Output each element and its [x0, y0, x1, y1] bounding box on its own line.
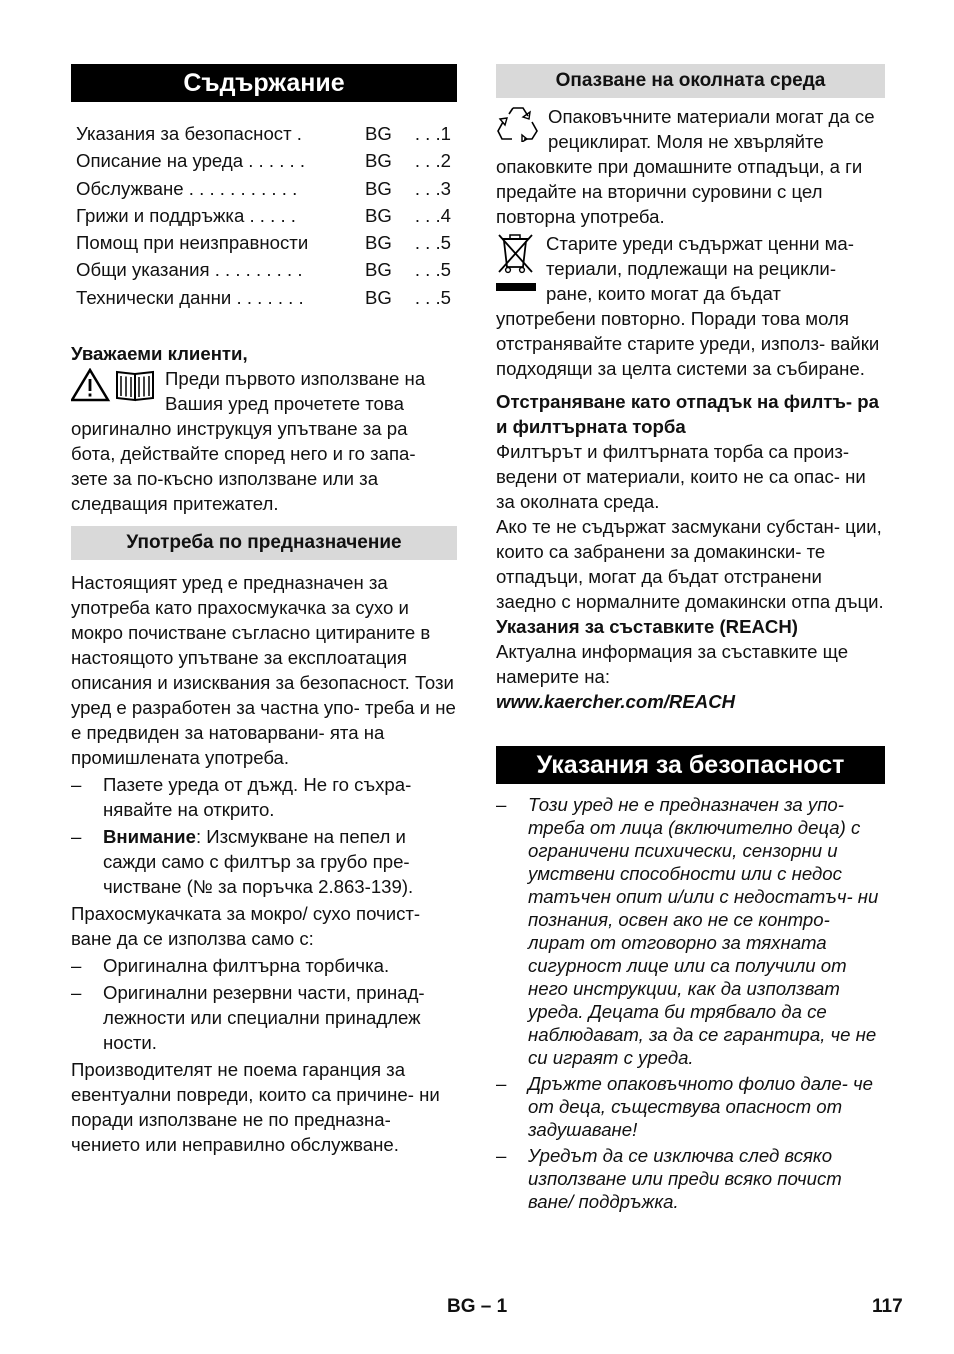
toc-item-title: Помощ при неизправности — [76, 232, 309, 254]
greeting-text: Преди първото използване на Вашия уред прочетете това оригинално инструкцуя упътване за ра бота, действайте според него и го запа- зете за по-късно използване или за следващия притежател. — [71, 368, 426, 515]
weee-crossed-bin-icon — [496, 231, 538, 300]
intended-use-para2: Прахосмукачката за мокро/ сухо почист- ване да се използва само с: — [71, 903, 421, 950]
safety-list — [496, 793, 885, 1213]
list-item: – Оригинална филтърна торбичка. — [71, 953, 457, 978]
list-item: – Уредът да се изключва след всяко използване или преди всяко почист ване/ поддръжка. — [496, 1144, 885, 1213]
intended-use-list2 — [71, 953, 457, 1055]
weee-block — [496, 231, 885, 381]
toc-item-title: Описание на уреда . . . . . . — [76, 150, 306, 172]
reach-text: Актуална информация за съставките ще намерите на: — [496, 641, 849, 687]
recycle-block — [496, 104, 885, 229]
toc-item-page: . . .5 — [414, 232, 451, 254]
toc-item-page: . . .2 — [414, 150, 451, 172]
toc-item-lang: BG — [365, 150, 392, 172]
greeting-heading: Уважаеми клиенти, — [71, 343, 248, 365]
table-of-contents — [76, 120, 457, 311]
filter-para2: Ако те не съдържат засмукани субстан- ции, които са забранени за домакински- те отпадъци, могат да бъдат отстранени заедно с нормалните домакински отпа дъци. — [496, 516, 884, 612]
toc-item-title: Указания за безопасност . — [76, 123, 302, 144]
toc-item-lang: BG — [365, 123, 392, 144]
weee-text: Старите уреди съдържат ценни ма- териали, подлежащи на рецикли- ране, които могат да бъдат употребени повторно. Поради това моля отстранявайте старите уреди, използ- вайки подходящи за целта системи за събиране. — [496, 233, 880, 379]
intended-use-title: Употреба по предназначение — [71, 526, 457, 560]
toc-item-page: . . .5 — [414, 259, 451, 281]
toc-row[interactable] — [76, 256, 457, 283]
toc-item-title: Обслужване . . . . . . . . . . . — [76, 177, 298, 199]
reach-link[interactable]: www.kaercher.com/REACH — [496, 691, 736, 712]
toc-item-title: Общи указания . . . . . . . . . — [76, 259, 303, 281]
list-item-text: : Изсмукване на пепел и сажди само с филтър за грубо пре- чистване (№ за поръчка 2.863-139). — [103, 826, 414, 898]
environment-title: Опазване на околната среда — [496, 64, 885, 98]
toc-row[interactable] — [76, 120, 457, 147]
list-item: – Дръжте опаковъчното фолио дале- че от деца, съществува опасност от задушаване! — [496, 1072, 885, 1141]
intended-use-para1: Настоящият уред е предназначен за употреба като прахосмукачка за сухо и мокро почистване съгласно цитираните в настоящото упътване за експлоатация описания и изисквания за безопасност. Този уред е разработен за частна упо- треба и не е предвиден за натоварвани- ята на промишлената употреба. — [71, 572, 456, 769]
toc-item-page: . . .4 — [414, 204, 451, 226]
toc-item-lang: BG — [365, 232, 392, 254]
toc-item-page: . . .1 — [414, 123, 451, 144]
left-column — [71, 64, 457, 1157]
toc-item-lang: BG — [365, 259, 392, 281]
list-item: – Този уред не е предназначен за упо- треба от лица (включително деца) с ограничени психически, сензорни и умствени способности или с недос татъчен опит и/или с недостатъч- ни познания, освен ако не се контро- лират от отговорно за тяхната сигурност лице или са получили от него инструкции, как да използват уреда. Децата би трябвало да се наблюдават, за да се гарантира, че не си играят с уреда. — [496, 793, 885, 1069]
toc-item-page: . . .3 — [414, 177, 451, 199]
filter-para1: Филтърът и филтърната торба са произ- ведени от материали, които не са опас- ни за околната среда. — [496, 441, 866, 512]
toc-item-lang: BG — [365, 204, 392, 226]
toc-item-lang: BG — [365, 286, 392, 308]
recycle-text: Опаковъчните материали могат да се рециклират. Моля не хвърляйте опаковките при домашните отпадъци, а ги предайте на вторични суровини с цел повторна употреба. — [496, 106, 875, 227]
intended-use-para3: Производителят не поема гаранция за евентуални повреди, които са причине- ни поради използване не по предназна- чението или неправилно обслужване. — [71, 1059, 440, 1156]
intended-use-list1 — [71, 772, 457, 899]
toc-item-page: . . .5 — [414, 286, 451, 308]
toc-row[interactable] — [76, 229, 457, 256]
list-item — [71, 824, 457, 899]
footer-page-number: 117 — [872, 1296, 903, 1317]
recycle-icon — [496, 104, 540, 147]
safety-title: Указания за безопасност — [496, 746, 885, 784]
footer-section-label: BG – 1 — [447, 1296, 508, 1317]
reach-heading: Указания за съставките (REACH) — [496, 616, 798, 637]
toc-row[interactable] — [76, 284, 457, 311]
toc-title: Съдържание — [71, 64, 457, 102]
toc-row[interactable] — [76, 175, 457, 202]
toc-row[interactable] — [76, 147, 457, 174]
toc-row[interactable] — [76, 202, 457, 229]
toc-item-lang: BG — [365, 177, 392, 199]
warning-manual-icon — [71, 368, 157, 407]
toc-item-title: Технически данни . . . . . . . — [76, 286, 304, 308]
greeting-block — [71, 366, 457, 516]
list-item: – Оригинални резервни части, принад- лежности или специални принадлеж ности. — [71, 980, 457, 1055]
right-column — [496, 64, 885, 1213]
filter-disposal-heading: Отстраняване като отпадък на филтъ- ра и филтърната торба — [496, 391, 879, 437]
toc-item-title: Грижи и поддръжка . . . . . — [76, 204, 296, 226]
list-item: – Пазете уреда от дъжд. Не го съхра- нявайте на открито. — [71, 772, 457, 822]
warning-label: Внимание — [103, 826, 196, 848]
